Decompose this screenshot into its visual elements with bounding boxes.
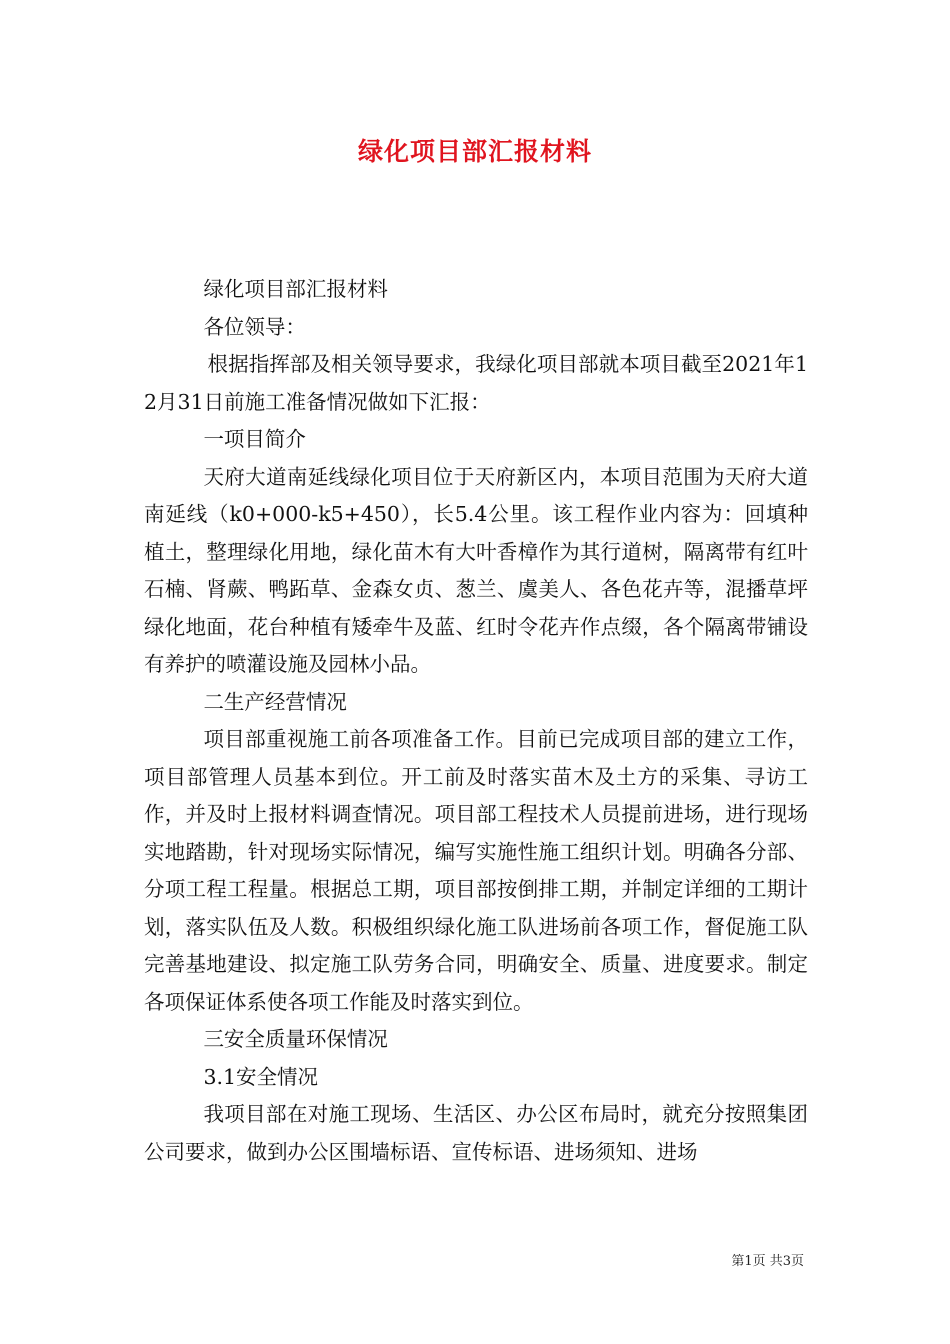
section-heading-3: 三安全质量环保情况: [203, 1027, 388, 1051]
page-number-footer: 第1页 共3页: [731, 1254, 804, 1269]
document-body: [144, 271, 808, 1171]
body-heading-repeat: 绿化项目部汇报材料: [203, 277, 388, 301]
section-heading-2: 二生产经营情况: [203, 689, 347, 714]
document-title: 绿化项目部汇报材料: [357, 137, 592, 166]
project-intro-paragraph: 天府大道南延线绿化项目位于天府新区内，本项目范围为天府大道南延线（k0+000-k5+450），长5.4公里。该工程作业内容为：回填种植土，整理绿化用地，绿化苗木有大叶香樟作为其行道树，隔离带有红叶石楠、肾蕨、鸭跖草、金森女贞、葱兰、虞美人、各色花卉等，混播草坪绿化地面，花台种植有矮牵牛及蓝、红时令花卉作点缀，各个隔离带铺设有养护的喷灌设施及园林小品。: [144, 464, 808, 676]
operations-paragraph: 项目部重视施工前各项准备工作。目前已完成项目部的建立工作，项目部管理人员基本到位。开工前及时落实苗木及土方的采集、寻访工作，并及时上报材料调查情况。项目部工程技术人员提前进场，进行现场实地踏勘，针对现场实际情况，编写实施性施工组织计划。明确各分部、分项工程工程量。根据总工期，项目部按倒排工期，并制定详细的工期计划，落实队伍及人数。积极组织绿化施工队进场前各项工作，督促施工队完善基地建设、拟定施工队劳务合同，明确安全、质量、进度要求。制定各项保证体系使各项工作能及时落实到位。: [144, 727, 808, 1014]
safety-paragraph: 我项目部在对施工现场、生活区、办公区布局时，就充分按照集团公司要求，做到办公区围墙标语、宣传标语、进场须知、进场: [144, 1102, 808, 1164]
intro-paragraph: 根据指挥部及相关领导要求，我绿化项目部就本项目截至2021年12月31日前施工准备情况做如下汇报：: [144, 352, 808, 414]
salutation: 各位领导：: [203, 314, 306, 339]
section-heading-1: 一项目简介: [203, 427, 306, 451]
subsection-heading-3-1: 3.1安全情况: [203, 1064, 319, 1089]
